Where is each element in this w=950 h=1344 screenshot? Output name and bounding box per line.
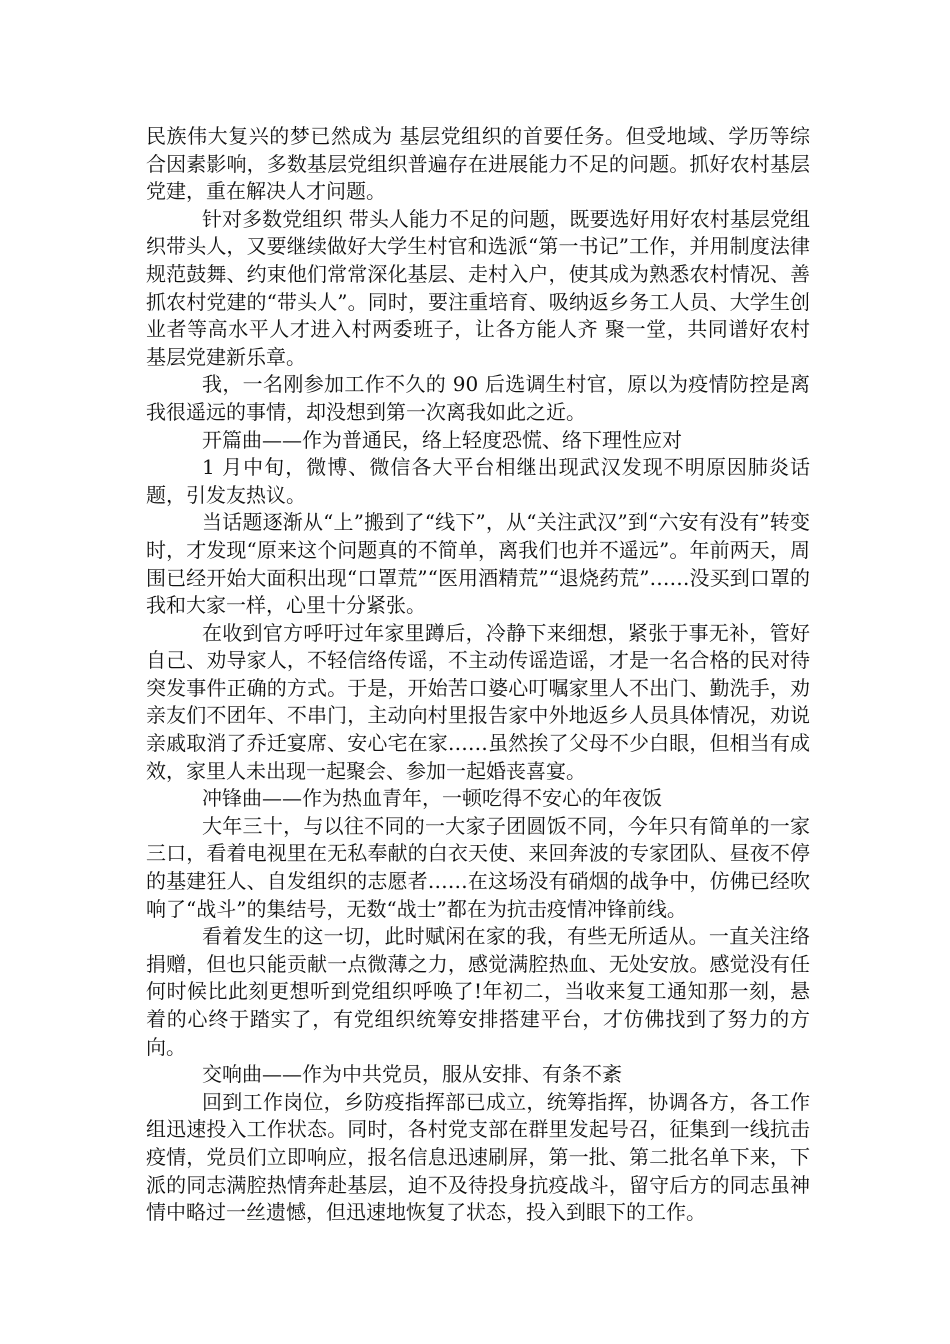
paragraph: 在收到官方呼吁过年家里蹲后，冷静下来细想，紧张于事无补，管好自己、劝导家人，不轻信络传谣，不主动传谣造谣，才是一名合格的民对待突发事件正确的方式。于是，开始苦口婆心叮嘱家里人不出门、勤洗手，劝亲友们不团年、不串门，主动向村里报告家中外地返乡人员具体情况，劝说亲戚取消了乔迁宴席、安心宅在家……虽然挨了父母不少白眼，但相当有成效，家里人未出现一起聚会、参加一起婚丧喜宴。 — [146, 620, 810, 783]
paragraph: 针对多数党组织 带头人能力不足的问题，既要选好用好农村基层党组织带头人，又要继续做好大学生村官和选派“第一书记”工作，并用制度法律规范鼓舞、约束他们常常深化基层、走村入户，使其成为熟悉农村情况、善抓农村党建的“带头人”。同时，要注重培育、吸纳返乡务工人员、大学生创业者等高水平人才进入村两委班子，让各方能人齐 聚一堂，共同谱好农村基层党建新乐章。 — [146, 206, 810, 369]
paragraph-continued: 民族伟大复兴的梦已然成为 基层党组织的首要任务。但受地域、学历等综合因素影响，多数基层党组织普遍存在进展能力不足的问题。抓好农村基层党建，重在解决人才问题。 — [146, 124, 810, 204]
document-body — [146, 123, 810, 1227]
section-heading: 开篇曲——作为普通民，络上轻度恐慌、络下理性应对 — [202, 427, 682, 452]
paragraph: 当话题逐渐从“上”搬到了“线下”，从“关注武汉”到“六安有没有”转变时，才发现“原来这个问题真的不简单，离我们也并不遥远”。年前两天，周围已经开始大面积出现“口罩荒”“医用酒精荒”“退烧药荒”……没买到口罩的我和大家一样，心里十分紧张。 — [146, 510, 810, 618]
paragraph: 看着发生的这一切，此时赋闲在家的我，有些无所适从。一直关注络捐赠，但也只能贡献一点微薄之力，感觉满腔热血、无处安放。感觉没有任何时候比此刻更想听到党组织呼唤了!年初二，当收来复工通知那一刻，悬着的心终于踏实了，有党组织统筹安排搭建平台，才仿佛找到了努力的方向。 — [146, 924, 810, 1059]
paragraph: 1 月中旬，微博、微信各大平台相继出现武汉发现不明原因肺炎话题，引发友热议。 — [146, 455, 810, 507]
section-heading: 冲锋曲——作为热血青年，一顿吃得不安心的年夜饭 — [202, 786, 662, 811]
paragraph: 回到工作岗位，乡防疫指挥部已成立，统筹指挥，协调各方，各工作组迅速投入工作状态。同时，各村党支部在群里发起号召，征集到一线抗击疫情，党员们立即响应，报名信息迅速刷屏，第一批、第二批名单下来，下派的同志满腔热情奔赴基层，迫不及待投身抗疫战斗，留守后方的同志虽神情中略过一丝遗憾，但迅速地恢复了状态，投入到眼下的工作。 — [146, 1089, 810, 1225]
paragraph: 我，一名刚参加工作不久的 90 后选调生村官，原以为疫情防控是离我很遥远的事情，却没想到第一次离我如此之近。 — [146, 372, 810, 424]
section-heading: 交响曲——作为中共党员，服从安排、有条不紊 — [202, 1062, 622, 1087]
paragraph: 大年三十，与以往不同的一大家子团圆饭不同，今年只有简单的一家三口，看着电视里在无私奉献的白衣天使、来回奔波的专家团队、昼夜不停的基建狂人、自发组织的志愿者……在这场没有硝烟的战争中，仿佛已经吹响了“战斗”的集结号，无数“战士”都在为抗击疫情冲锋前线。 — [146, 813, 810, 921]
